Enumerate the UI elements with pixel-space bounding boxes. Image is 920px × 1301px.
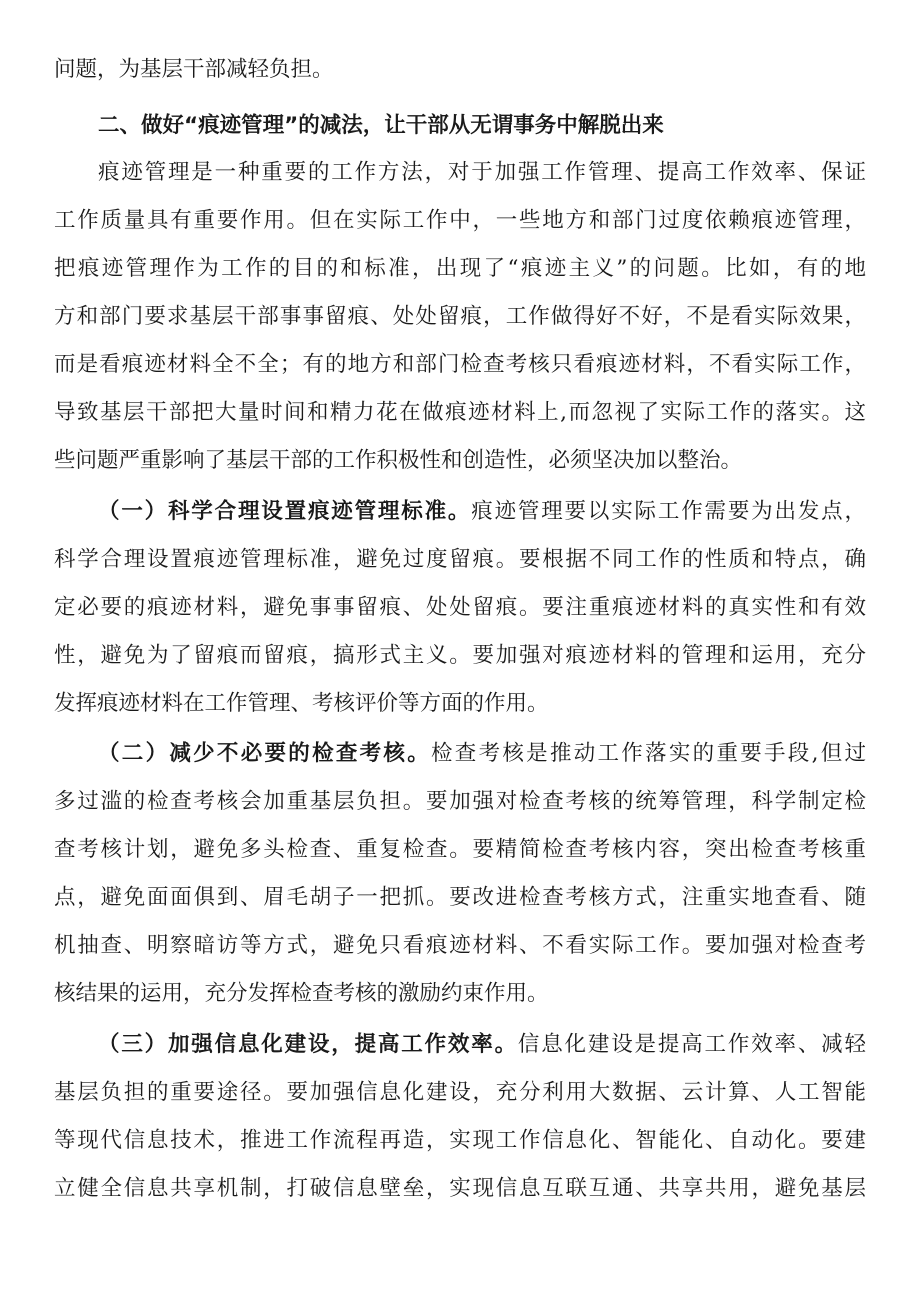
- item-3-first-rest: 信息化建设是提高工作效率、减轻: [517, 1032, 866, 1057]
- section-2-paragraph-line: 把痕迹管理作为工作的目的和标准，出现了“痕迹主义”的问题。比如，有的地: [54, 256, 866, 281]
- item-2-title: （二）减少不必要的检查考核。: [98, 741, 432, 766]
- item-1-line: 性，避免为了留痕而留痕，搞形式主义。要加强对痕迹材料的管理和运用，充分: [54, 643, 866, 668]
- section-2-paragraph-line: 痕迹管理是一种重要的工作方法，对于加强工作管理、提高工作效率、保证: [98, 160, 866, 185]
- section-2-paragraph-line: 些问题严重影响了基层干部的工作积极性和创造性，必须坚决加以整治。: [54, 448, 743, 473]
- item-2-line: 核结果的运用，充分发挥检查考核的激励约束作用。: [54, 981, 549, 1006]
- section-2-paragraph-line: 导致基层干部把大量时间和精力花在做痕迹材料上,而忽视了实际工作的落实。这: [54, 400, 866, 425]
- item-1-first-line: [98, 497, 866, 527]
- item-2-line: 机抽查、明察暗访等方式，避免只看痕迹材料、不看实际工作。要加强对检查考: [54, 933, 866, 958]
- section-2-paragraph-line: 工作质量具有重要作用。但在实际工作中，一些地方和部门过度依赖痕迹管理，: [54, 208, 866, 233]
- item-1-line: 定必要的痕迹材料，避免事事留痕、处处留痕。要注重痕迹材料的真实性和有效: [54, 595, 866, 620]
- item-2-line: 查考核计划，避免多头检查、重复检查。要精简检查考核内容，突出检查考核重: [54, 837, 866, 862]
- item-1-line: 发挥痕迹材料在工作管理、考核评价等方面的作用。: [54, 691, 549, 716]
- item-3-first-line: [98, 1030, 866, 1060]
- item-2-first-rest: 检查考核是推动工作落实的重要手段,但过: [431, 741, 866, 766]
- item-1-first-rest: 痕迹管理要以实际工作需要为出发点，: [471, 499, 866, 524]
- item-3-line: 立健全信息共享机制，打破信息壁垒，实现信息互联互通、共享共用，避免基层: [54, 1176, 866, 1201]
- section-2-heading: 二、做好“痕迹管理”的减法，让干部从无谓事务中解脱出来: [98, 113, 664, 138]
- section-2-paragraph-line: 而是看痕迹材料全不全；有的地方和部门检查考核只看痕迹材料，不看实际工作，: [54, 352, 866, 377]
- item-2-line: 多过滥的检查考核会加重基层负担。要加强对检查考核的统筹管理，科学制定检: [54, 789, 866, 814]
- section-2-paragraph-line: 方和部门要求基层干部事事留痕、处处留痕，工作做得好不好，不是看实际效果，: [54, 304, 866, 329]
- item-1-line: 科学合理设置痕迹管理标准，避免过度留痕。要根据不同工作的性质和特点，确: [54, 547, 866, 572]
- item-1-title: （一）科学合理设置痕迹管理标准。: [98, 499, 472, 524]
- item-3-line: 基层负担的重要途径。要加强信息化建设，充分利用大数据、云计算、人工智能: [54, 1080, 866, 1105]
- intro-tail-line: 问题，为基层干部减轻负担。: [54, 57, 334, 82]
- item-3-title: （三）加强信息化建设，提高工作效率。: [98, 1032, 518, 1057]
- item-2-first-line: [98, 739, 866, 769]
- item-2-line: 点，避免面面俱到、眉毛胡子一把抓。要改进检查考核方式，注重实地查看、随: [54, 885, 866, 910]
- item-3-line: 等现代信息技术，推进工作流程再造，实现工作信息化、智能化、自动化。要建: [54, 1128, 866, 1153]
